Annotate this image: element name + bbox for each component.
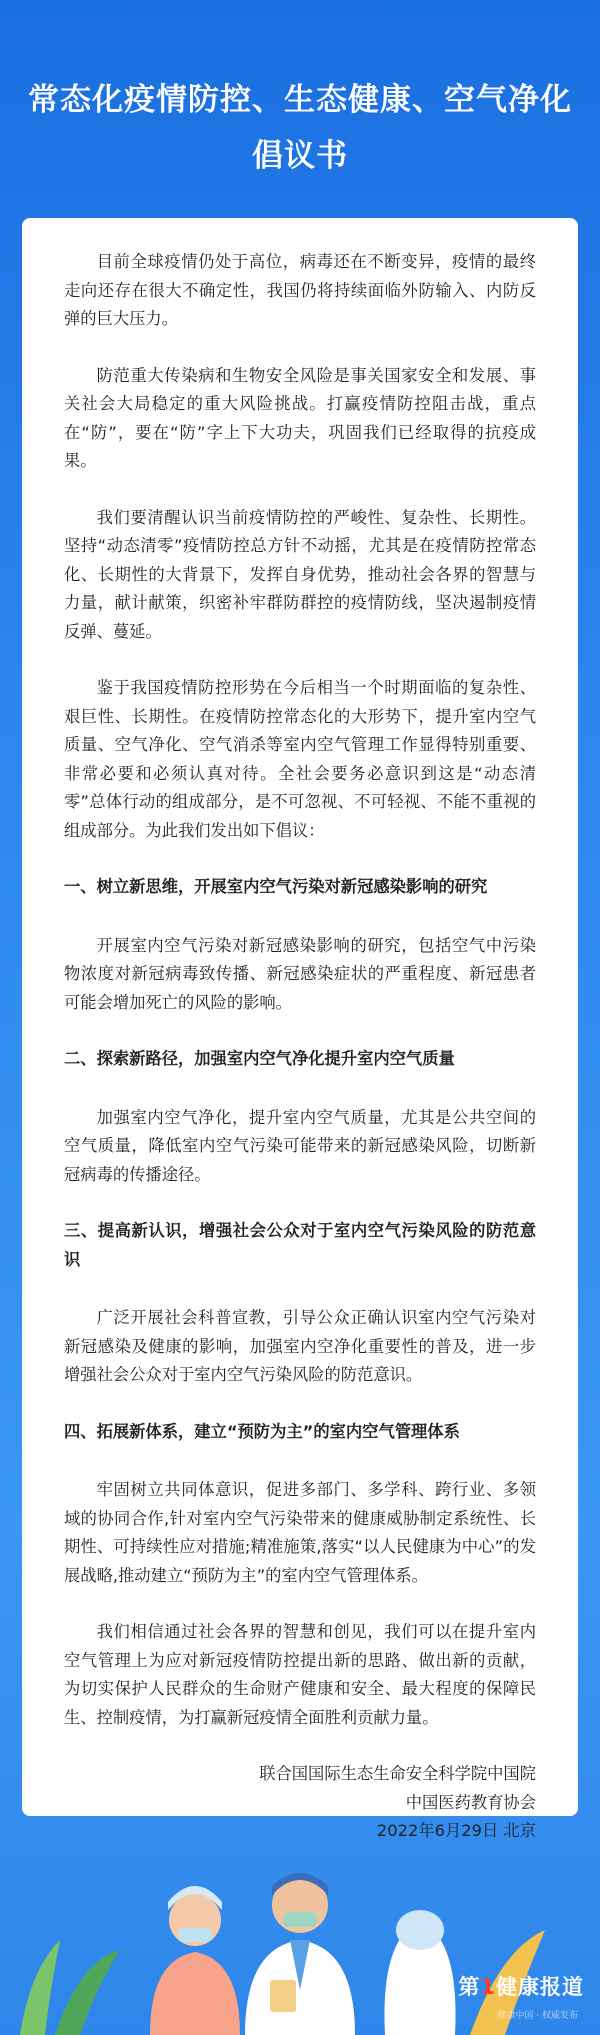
clipboard-icon — [270, 1980, 296, 2012]
brand-prefix: 第 — [458, 1975, 481, 1999]
paragraph-4: 鉴于我国疫情防控形势在今后相当一个时期面临的复杂性、艰巨性、长期性。在疫情防控常态化的大形势下，提升室内空气质量、空气净化、空气消杀等室内空气管理工作显得特别重要、非常必要和必须认真对待。全社会要务必意识到这是“动态清零”总体行动的组成部分，是不可忽视、不可轻视、不能不重视的组成部分。为此我们发出如下倡议： — [64, 678, 536, 840]
mask-icon — [178, 1928, 212, 1942]
section-heading-3: 三、提高新认识，增强社会公众对于室内空气污染风险的防范意识 — [64, 1221, 536, 1269]
leaf-shape — [55, 1950, 120, 2035]
paragraph-2: 防范重大传染病和生物安全风险是事关国家安全和发展、事关社会大局稳定的重大风险挑战。打赢疫情防控阻击战，重点在“防”，要在“防”字上下大功夫，巩固我们已经取得的抗疫成果。 — [64, 365, 536, 470]
signature-org-2: 中国医药教育协会 — [405, 1792, 536, 1812]
paragraph-6: 加强室内空气净化，提升室内空气质量，尤其是公共空间的空气质量，降低室内空气污染可能带来的新冠感染风险，切断新冠病毒的传播途径。 — [64, 1107, 536, 1184]
medical-staff-illustration — [0, 1850, 600, 2035]
section-heading-4: 四、拓展新体系，建立“预防为主”的室内空气管理体系 — [64, 1421, 460, 1441]
brand-suffix: 健康报道 — [496, 1975, 584, 1999]
page-title — [0, 72, 600, 184]
paragraph-5: 开展室内空气污染对新冠感染影响的研究，包括空气中污染物浓度对新冠病毒致传播、新冠感染症状的严重程度、新冠患者可能会增加死亡的风险的影响。 — [64, 935, 536, 1012]
signature-date: 2022年6月29日 北京 — [376, 1821, 536, 1840]
leaf-shape — [20, 1940, 60, 2035]
signature-block — [64, 1760, 536, 1846]
nurse-body — [150, 1952, 240, 2035]
title-line-2: 倡议书 — [252, 138, 348, 174]
paragraph-9: 我们相信通过社会各界的智慧和创见，我们可以在提升室内空气管理上为应对新冠疫情防控提出新的思路、做出新的贡献，为切实保护人民群众的生命财产健康和安全、最大程度的保障民生、控制疫情，为打赢新冠疫情全面胜利贡献力量。 — [64, 1622, 536, 1727]
face-shield-icon — [396, 1910, 444, 1950]
paragraph-7: 广泛开展社会科普宣教，引导公众正确认识室内空气污染对新冠感染及健康的影响，加强室内空净化重要性的普及，进一步增强社会公众对于室内空气污染风险的防范意识。 — [64, 1308, 536, 1384]
proposal-card — [22, 218, 578, 1840]
section-heading-2: 二、探索新路径，加强室内空气净化提升室内空气质量 — [64, 1049, 455, 1068]
paragraph-8: 牢固树立共同体意识，促进多部门、多学科、跨行业、多领域的协同合作,针对室内空气污染带来的健康威胁制定系统性、长期性、可持续性应对措施;精准施策,落实“以人民健康为中心”的发展战略,推动建立“预防为主”的室内空气管理体系。 — [64, 1480, 536, 1585]
title-line-1: 常态化疫情防控、生态健康、空气净化 — [28, 82, 572, 118]
paragraph-3: 我们要清醒认识当前疫情防控的严峻性、复杂性、长期性。坚持“动态清零”疫情防控总方针不动摇，尤其是在疫情防控常态化、长期性的大背景下，发挥自身优势，推动社会各界的智慧与力量，献计献策，织密补牢群防群控的疫情防线，坚决遏制疫情反弹、蔓延。 — [64, 507, 536, 641]
brand-logo — [458, 1971, 584, 2001]
signature-org-1: 联合国国际生态生命安全科学院中国院 — [259, 1764, 536, 1783]
paragraph-1: 目前全球疫情仍处于高位，病毒还在不断变异，疫情的最终走向还存在很大不确定性，我国仍将持续面临外防输入、内防反弹的巨大压力。 — [64, 252, 536, 328]
mask-icon — [283, 1912, 317, 1927]
brand-tagline: 健康中国 · 权威发布 — [497, 2011, 578, 2021]
brand-accent: 1 — [480, 1975, 496, 1999]
section-heading-1: 一、树立新思维，开展室内空气污染对新冠感染影响的研究 — [64, 877, 488, 896]
